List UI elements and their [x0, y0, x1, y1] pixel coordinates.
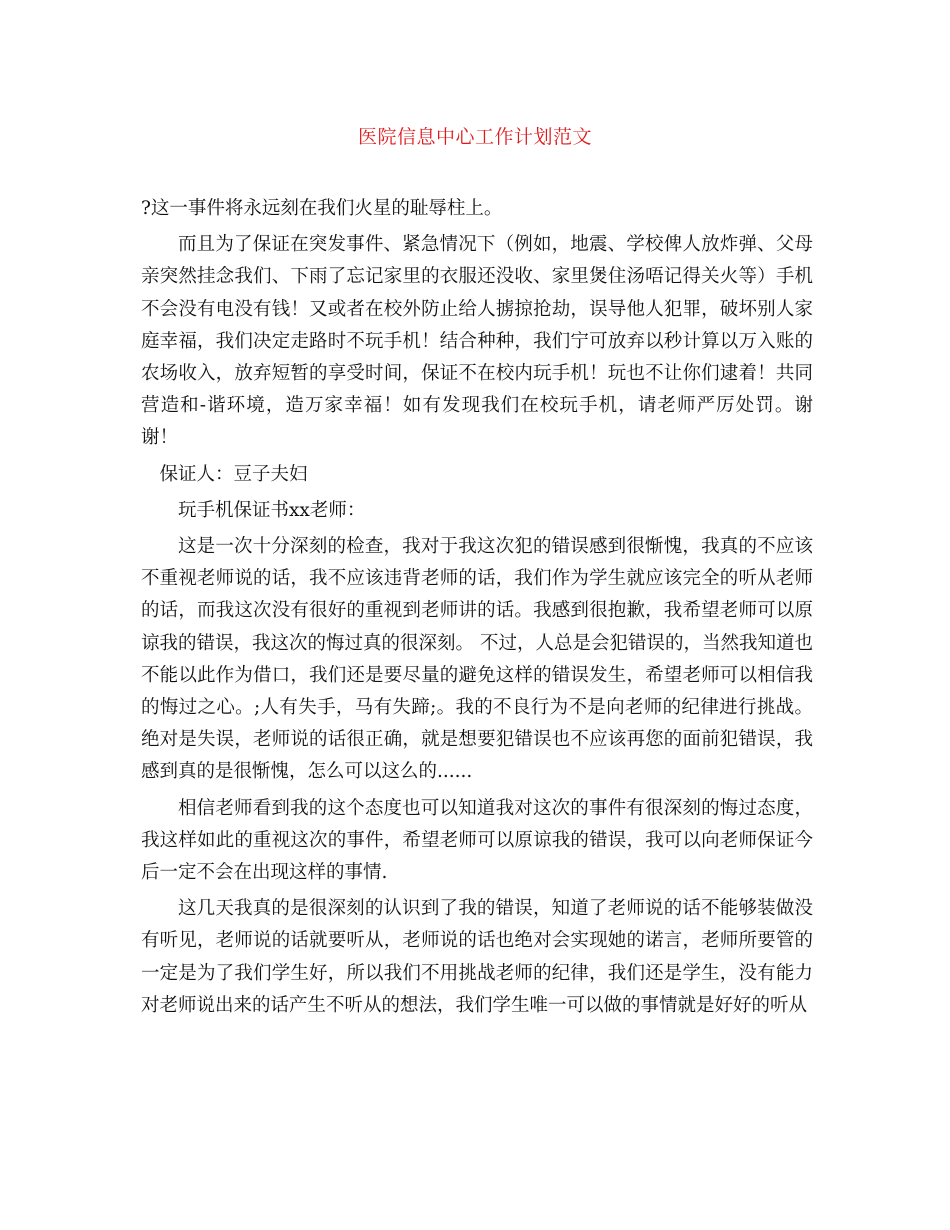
document-title: 医院信息中心工作计划范文 — [357, 126, 592, 148]
paragraph: 而且为了保证在突发事件、紧急情况下（例如，地震、学校俾人放炸弹、父母亲突然挂念我们、下雨了忘记家里的衣服还没收、家里煲住汤唔记得关火等）手机不会没有电没有钱！又或者在校外防止给人掳掠抢劫，误导他人犯罪，破坏别人家庭幸福，我们决定走路时不玩手机！结合种种，我们宁可放弃以秒计算以万入账的农场收入，放弃短暂的享受时间，保证不在校内玩手机！玩也不让你们逮着！共同营造和-谐环境，造万家幸福！如有发现我们在校玩手机，请老师严厉处罚。谢谢！ — [141, 234, 813, 449]
paragraph: 相信老师看到我的这个态度也可以知道我对这次的事件有很深刻的悔过态度，我这样如此的重视这次的事件，希望老师可以原谅我的错误，我可以向老师保证今后一定不会在出现这样的事情. — [141, 797, 813, 884]
paragraph: 这是一次十分深刻的检查，我对于我这次犯的错误感到很惭愧，我真的不应该不重视老师说的话，我不应该违背老师的话，我们作为学生就应该完全的听从老师的话，而我这次没有很好的重视到老师讲的话。我感到很抱歉，我希望老师可以原谅我的错误，我这次的悔过真的很深刻。 不过，人总是会犯错误的，当然我知道也不能以此作为借口，我们还是要尽量的避免这样的错误发生，希望老师可以相信我的悔过之心。;人有失手，马有失蹄;。我的不良行为不是向老师的纪律进行挑战。绝对是失误，老师说的话很正确，就是想要犯错误也不应该再您的面前犯错误，我感到真的是很惭愧，怎么可以这么的...... — [141, 536, 813, 783]
document-body — [141, 193, 813, 1026]
paragraph: ?这一事件将永远刻在我们火星的耻辱柱上。 — [141, 198, 503, 219]
paragraph: 这几天我真的是很深刻的认识到了我的错误，知道了老师说的话不能够装做没有听见，老师说的话就要听从，老师说的话也绝对会实现她的诺言，老师所要管的一定是为了我们学生好，所以我们不用挑战老师的纪律，我们还是学生，没有能力对老师说出来的话产生不听从的想法，我们学生唯一可以做的事情就是好好的听从 — [141, 898, 813, 1016]
paragraph: 玩手机保证书xx老师： — [178, 499, 366, 521]
paragraph: 保证人：豆子夫妇 — [159, 463, 308, 485]
